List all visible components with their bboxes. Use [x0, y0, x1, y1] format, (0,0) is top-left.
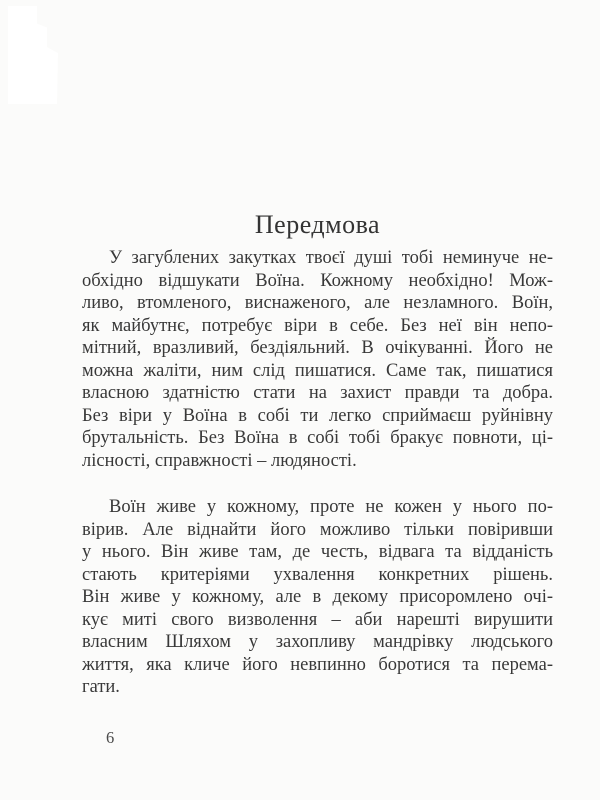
body-text — [82, 247, 553, 699]
text-line: Воїн живе у кожному, проте не кожен у нього по- — [109, 497, 553, 517]
scan-artifact-patch — [8, 6, 58, 104]
text-line: життя, яка кличе його невпинно боротися та перема- — [82, 654, 553, 675]
page-title: Передмова — [254, 210, 381, 240]
paragraph — [82, 247, 553, 472]
text-line: кує миті свого визволення – аби нарешті вирушити — [82, 609, 553, 630]
text-line: Він живе у кожному, але в декому присоромлено очі- — [82, 587, 553, 607]
text-line: власним Шляхом у захопливу мандрівку людського — [82, 632, 553, 652]
text-line: стають критеріями ухвалення конкретних рішень. — [82, 564, 553, 585]
text-line: лісності, справжності – людяності. — [82, 450, 357, 471]
text-line: у нього. Він живе там, де честь, відвага та відданість — [82, 542, 553, 562]
text-line: обхідно відшукати Воїна. Кожному необхідно! Мож- — [82, 270, 553, 291]
text-line: брутальність. Без Воїна в собі тобі бракує повноти, ці- — [82, 428, 553, 448]
page-number: 6 — [106, 728, 115, 747]
text-line: гати. — [82, 677, 120, 697]
paragraph — [82, 496, 553, 699]
text-line: У загублених закутках твоєї душі тобі неминуче не- — [109, 248, 553, 268]
text-line: вірив. Але віднайти його можливо тільки повіривши — [82, 519, 553, 540]
text-line: власною здатністю стати на захист правди та добра. — [82, 383, 553, 403]
text-line: Без віри у Воїна в собі ти легко сприймаєш руйнівну — [82, 405, 553, 426]
text-line: можна жаліти, ним слід пишатися. Саме так, пишатися — [82, 360, 553, 381]
text-line: мітний, вразливий, бездіяльний. В очікуванні. Його не — [82, 338, 553, 358]
text-line: як майбутнє, потребує віри в себе. Без неї він непо- — [82, 315, 553, 336]
text-line: ливо, втомленого, виснаженого, але незламного. Воїн, — [82, 293, 553, 313]
